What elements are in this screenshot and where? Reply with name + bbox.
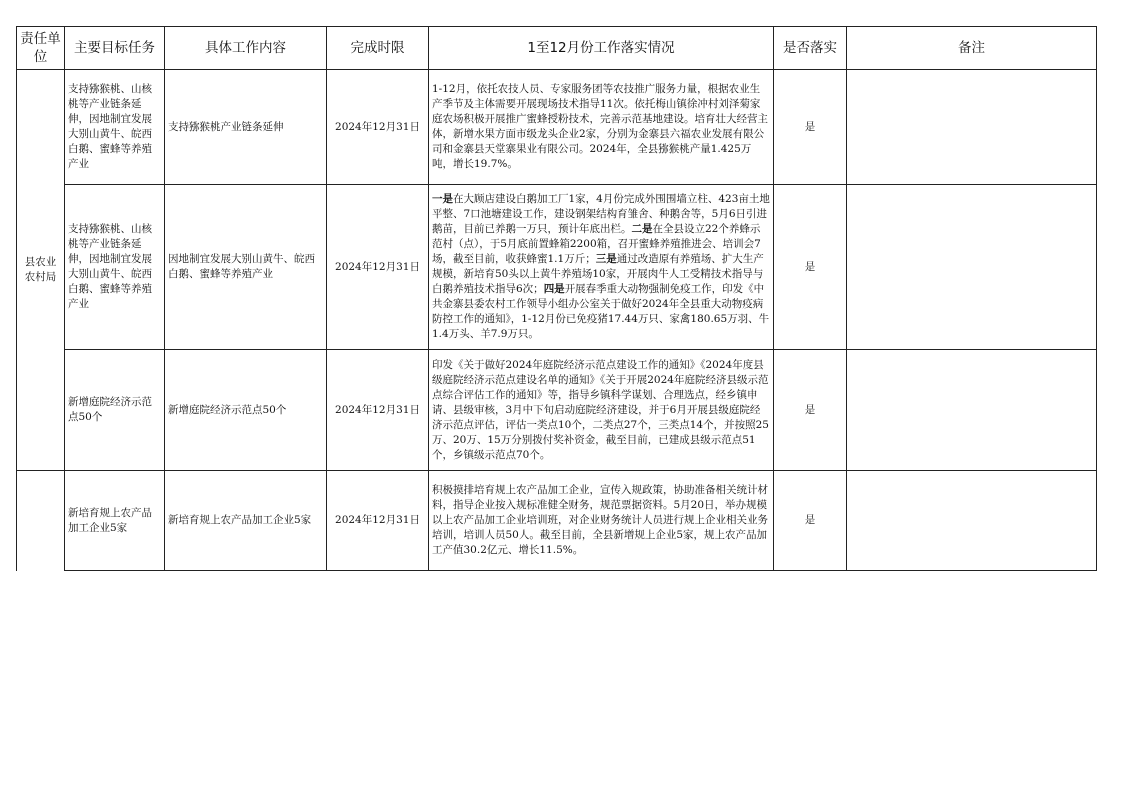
done-cell: 是: [774, 70, 847, 185]
table-row: [17, 350, 1097, 471]
goal-cell: 新增庭院经济示范点50个: [65, 350, 165, 471]
content-cell: 新增庭院经济示范点50个: [165, 350, 327, 471]
point-label-1: 一是: [432, 193, 453, 205]
header-unit: 责任单位: [17, 27, 65, 70]
point-label-2: 二是: [631, 223, 653, 235]
task-progress-table: [16, 26, 1097, 571]
table-row: [17, 185, 1097, 350]
content-cell: 新培育规上农产品加工企业5家: [165, 471, 327, 571]
point-text-1: 在大顾店建设白鹅加工厂1家，4月份完成外围围墙立柱、423亩土地平整、7口池塘建设工作，建设钢架结构育雏舍、种鹅舍等，5月6日引进鹅苗，目前已养鹅一万只，预计年底出栏。: [432, 193, 770, 235]
point-label-4: 四是: [543, 283, 565, 295]
content-cell: 支持猕猴桃产业链条延伸: [165, 70, 327, 185]
progress-cell: 1-12月，依托农技人员、专家服务团等农技推广服务力量，根据农业生产季节及主体需要开展现场技术指导11次。依托梅山镇徐冲村刘泽菊家庭农场积极开展推广蜜蜂授粉技术，完善示范基地建设。培育壮大经营主体，新增水果方面市级龙头企业2家，分别为金寨县六福农业发展有限公司和金寨县天堂寨果业有限公司。2024年，全县猕猴桃产量1.425万吨，增长19.7%。: [429, 70, 774, 185]
point-text-2: 在全县设立22个养蜂示范村（点），于5月底前置蜂箱2200箱，召开蜜蜂养殖推进会、培训会7场，截至目前，收获蜂蜜1.1万斤；: [432, 223, 761, 265]
table-row: [17, 471, 1097, 571]
table-row: [17, 70, 1097, 185]
note-cell: [847, 185, 1097, 350]
progress-cell: 积极摸排培育规上农产品加工企业，宣传入规政策，协助准备相关统计材料，指导企业按入规标准健全财务，规范票据资料。5月20日，举办规模以上农产品加工企业培训班，对企业财务统计人员进行规上企业相关业务培训，培训人员50人。截至目前，全县新增规上企业5家，规上农产品加工产值30.2亿元、增长11.5%。: [429, 471, 774, 571]
point-text-4: 开展春季重大动物强制免疫工作，印发《中共金寨县委农村工作领导小组办公室关于做好2024年全县重大动物疫病防控工作的通知》，1-12月份已免疫猪17.44万只、家禽180.65万羽、牛1.4万头、羊7.9万只。: [432, 283, 770, 340]
header-note: 备注: [847, 27, 1097, 70]
responsible-unit-cell: 县农业农村局: [17, 70, 65, 471]
progress-cell: [429, 185, 774, 350]
header-goal: 主要目标任务: [65, 27, 165, 70]
goal-cell: 新培育规上农产品加工企业5家: [65, 471, 165, 571]
header-content: 具体工作内容: [165, 27, 327, 70]
deadline-cell: 2024年12月31日: [327, 70, 429, 185]
progress-cell: 印发《关于做好2024年庭院经济示范点建设工作的通知》《2024年度县级庭院经济示范点建设名单的通知》《关于开展2024年庭院经济县级示范点综合评估工作的通知》等，指导乡镇科学谋划、合理选点，经乡镇申请、县级审核，3月中下旬启动庭院经济建设，并于6月开展县级庭院经济示范点评估，评估一类点10个，二类点27个，三类点14个，并按照25万、20万、15万分别拨付奖补资金，截至目前，已建成县级示范点51个，乡镇级示范点70个。: [429, 350, 774, 471]
done-cell: 是: [774, 471, 847, 571]
done-cell: 是: [774, 185, 847, 350]
deadline-cell: 2024年12月31日: [327, 185, 429, 350]
goal-cell: 支持猕猴桃、山核桃等产业链条延伸，因地制宜发展大别山黄牛、皖西白鹅、蜜蜂等养殖产业: [65, 185, 165, 350]
header-done: 是否落实: [774, 27, 847, 70]
header-deadline: 完成时限: [327, 27, 429, 70]
point-text-3: 通过改造原有养殖场、扩大生产规模，新培育50头以上黄牛养殖场10家，开展肉牛人工受精技术指导与白鹅养殖技术指导6次；: [432, 253, 764, 295]
note-cell: [847, 471, 1097, 571]
goal-cell: 支持猕猴桃、山核桃等产业链条延伸，因地制宜发展大别山黄牛、皖西白鹅、蜜蜂等养殖产业: [65, 70, 165, 185]
content-cell: 因地制宜发展大别山黄牛、皖西白鹅、蜜蜂等养殖产业: [165, 185, 327, 350]
header-progress: 1至12月份工作落实情况: [429, 27, 774, 70]
deadline-cell: 2024年12月31日: [327, 350, 429, 471]
note-cell: [847, 70, 1097, 185]
point-label-3: 三是: [595, 253, 617, 265]
header-row: [17, 27, 1097, 70]
done-cell: 是: [774, 350, 847, 471]
responsible-unit-cell-continued: [17, 471, 65, 571]
deadline-cell: 2024年12月31日: [327, 471, 429, 571]
note-cell: [847, 350, 1097, 471]
